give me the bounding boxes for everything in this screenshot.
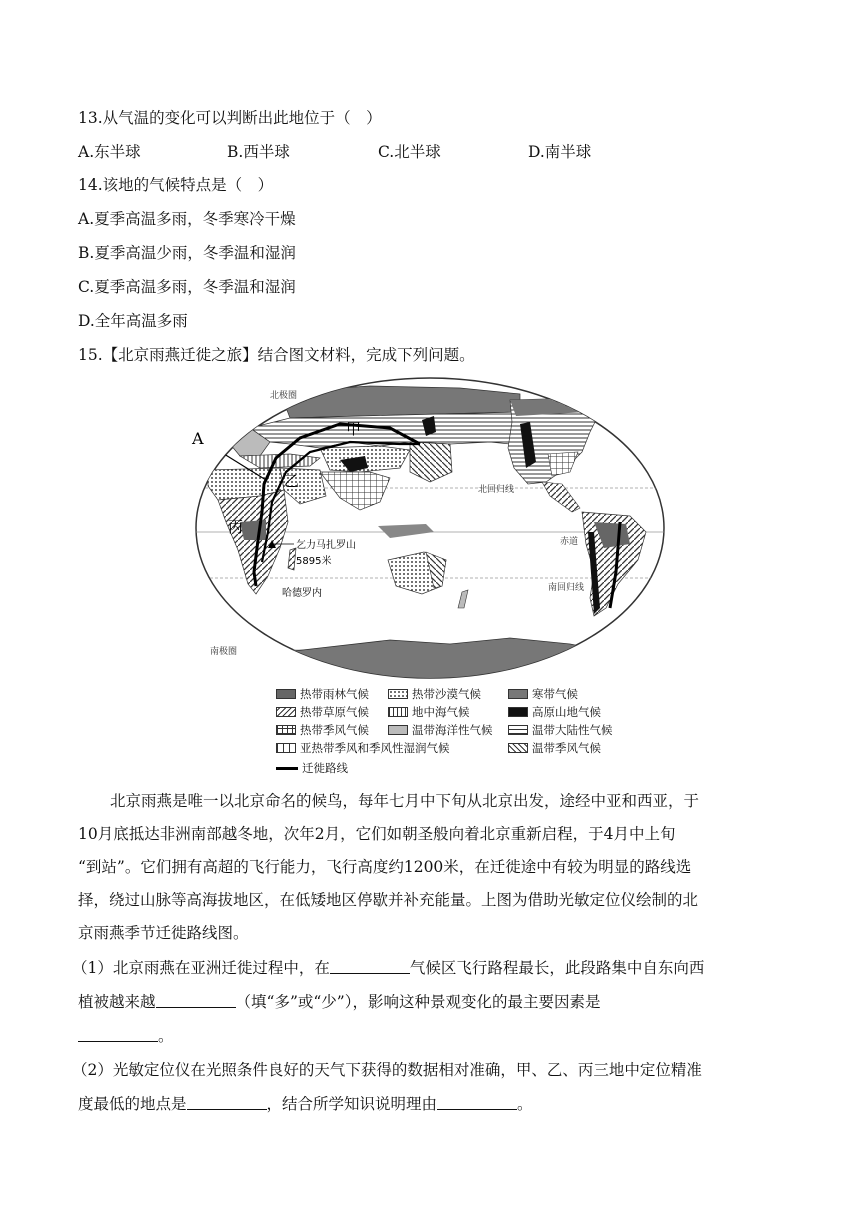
sub2-line-1: （2）光敏定位仪在光照条件良好的天气下获得的数据相对准确，甲、乙、丙三地中定位精准 <box>72 1061 702 1079</box>
label-harare: 哈德罗内 <box>282 588 322 599</box>
legend-migration-route: 迁徙路线 <box>276 760 348 776</box>
q13-option-c[interactable]: C.北半球 <box>378 143 441 161</box>
legend-temperate-monsoon: 温带季风气候 <box>508 740 601 756</box>
q14-option-a[interactable]: A.夏季高温多雨，冬季寒冷干燥 <box>78 210 296 228</box>
blank-more-or-less[interactable] <box>156 993 236 1008</box>
material-line-2: 10月底抵达非洲南部越冬地，次年2月，它们如朝圣般向着北京重新启程，于4月中上旬 <box>78 825 676 843</box>
swatch-route <box>276 767 298 770</box>
sub1-line-3: 。 <box>78 1024 780 1046</box>
swatch-mediterranean <box>388 707 408 717</box>
q14-stem: 14.该地的气候特点是（ ） <box>78 176 274 194</box>
swatch-savanna <box>276 707 296 717</box>
sub1-line-1: （1）北京雨燕在亚洲迁徙过程中，在 气候区飞行路程最长，此段路集中自东向西 <box>72 959 705 977</box>
swatch-polar <box>508 689 528 699</box>
material-line-1: 北京雨燕是唯一以北京命名的候鸟，每年七月中下旬从北京出发，途经中亚和西亚，于 <box>110 792 700 810</box>
legend-tropical-desert: 热带沙漠气候 <box>388 686 481 702</box>
label-tropic-of-cancer: 北回归线 <box>478 485 515 495</box>
africa-rainforest <box>240 520 266 540</box>
swatch-temperate-monsoon <box>508 743 528 753</box>
legend-polar: 寒带气候 <box>508 686 578 702</box>
blank-lowest-accuracy-site[interactable] <box>187 1095 267 1110</box>
sub2-line-2: 度最低的地点是 ，结合所学知识说明理由 。 <box>78 1095 533 1113</box>
material-line-3: “到站”。它们拥有高超的飞行能力，飞行高度约1200米，在迁徙途中有较为明显的路线选 <box>78 858 692 876</box>
q13-option-b[interactable]: B.西半球 <box>227 143 290 161</box>
legend-tropical-savanna: 热带草原气候 <box>276 704 369 720</box>
label-jia: 甲 <box>346 420 362 438</box>
label-bing: 丙 <box>228 518 244 536</box>
swatch-highland <box>508 707 528 717</box>
legend-tropical-rainforest: 热带雨林气候 <box>276 686 369 702</box>
world-climate-map <box>190 372 670 684</box>
q14-option-d[interactable]: D.全年高温多雨 <box>78 312 188 330</box>
q14-option-c[interactable]: C.夏季高温多雨，冬季温和湿润 <box>78 278 296 296</box>
material-line-4: 择，绕过山脉等高海拔地区，在低矮地区停歇并补充能量。上图为借助光敏定位仪绘制的北 <box>78 891 699 909</box>
q13-option-a[interactable]: A.东半球 <box>78 143 141 161</box>
legend-mediterranean: 地中海气候 <box>388 704 470 720</box>
q13-option-d[interactable]: D.南半球 <box>528 143 592 161</box>
q14-option-b[interactable]: B.夏季高温少雨，冬季温和湿润 <box>78 244 296 262</box>
material-line-5: 京雨燕季节迁徙路线图。 <box>78 924 249 942</box>
label-antarctic-circle: 南极圈 <box>210 647 238 657</box>
blank-main-factor[interactable] <box>78 1027 158 1042</box>
label-equator: 赤道 <box>560 537 579 547</box>
sub1-line-2: 植被越来越 （填“多”或“少”），影响这种景观变化的最主要因素是 <box>78 993 601 1011</box>
blank-reason[interactable] <box>437 1095 517 1110</box>
label-kilimanjaro: 乞力马扎罗山 <box>296 540 356 551</box>
label-arctic-circle: 北极圈 <box>270 391 298 401</box>
q15-stem: 15.【北京雨燕迁徙之旅】结合图文材料，完成下列问题。 <box>78 346 475 364</box>
legend-temperate-continental: 温带大陆性气候 <box>508 722 613 738</box>
label-kilimanjaro-height: 5895米 <box>296 556 332 567</box>
swatch-maritime <box>388 725 408 735</box>
swatch-tropical-monsoon <box>276 725 296 735</box>
swatch-desert <box>388 689 408 699</box>
legend-temperate-maritime: 温带海洋性气候 <box>388 722 493 738</box>
legend-tropical-monsoon: 热带季风气候 <box>276 722 369 738</box>
swatch-rainforest <box>276 689 296 699</box>
blank-climate-zone[interactable] <box>330 959 410 974</box>
swatch-subtropical <box>276 743 296 753</box>
legend-subtropical-monsoon: 亚热带季风和季风性湿润气候 <box>276 740 450 756</box>
greenland <box>585 378 640 416</box>
legend-highland: 高原山地气候 <box>508 704 601 720</box>
swatch-continental <box>508 725 528 735</box>
label-tropic-of-capricorn: 南回归线 <box>548 583 585 593</box>
q13-stem: 13.从气温的变化可以判断出此地位于（ ） <box>78 109 382 127</box>
label-yi: 乙 <box>284 472 300 490</box>
label-a: A <box>192 429 204 448</box>
